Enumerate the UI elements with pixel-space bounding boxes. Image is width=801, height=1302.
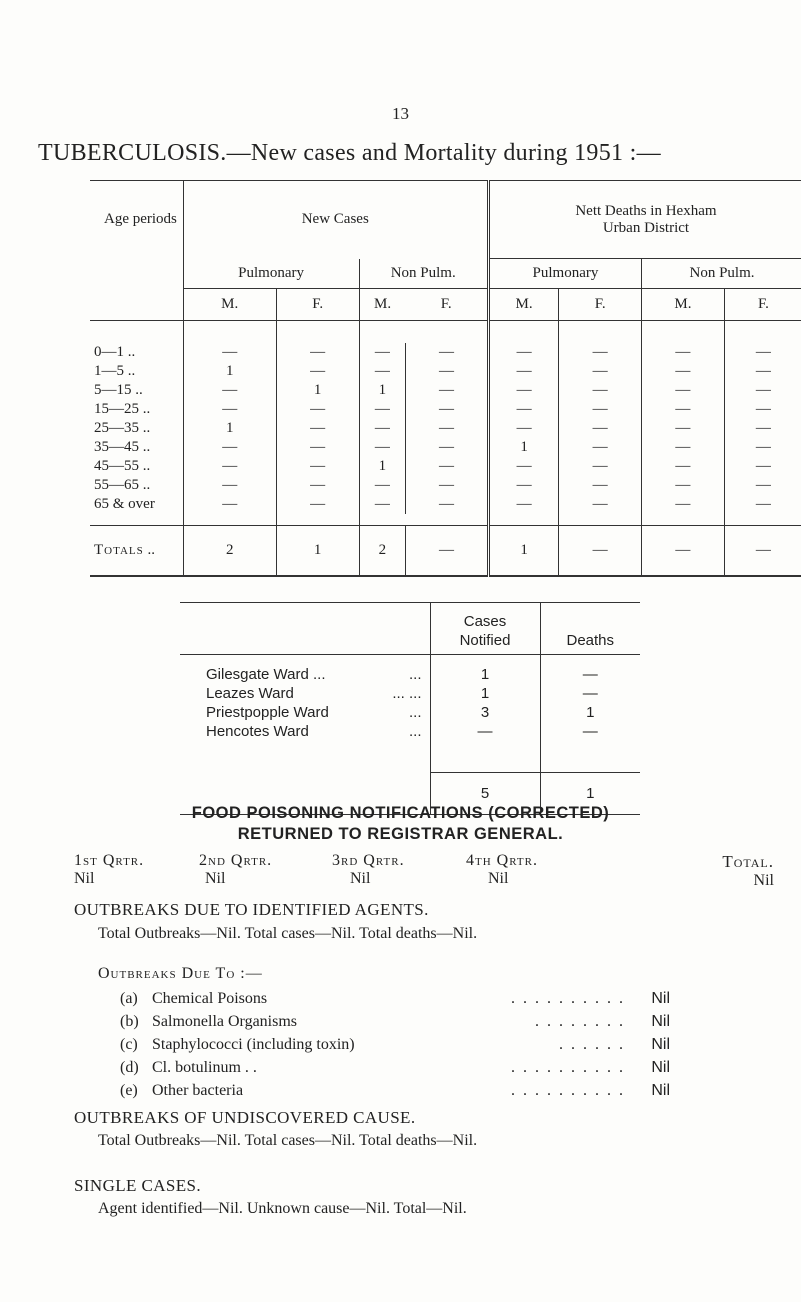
value-cell: — <box>406 400 489 419</box>
header-f: F. <box>559 289 642 321</box>
outbreak-item-value: Nil <box>651 990 670 1007</box>
header-age-periods: Age periods <box>90 181 183 259</box>
outbreak-item-dots: . . . . . . . . <box>535 1013 625 1030</box>
outbreak-item-dots: . . . . . . . . . . <box>511 1059 625 1076</box>
ward-header-deaths: Deaths <box>540 603 640 655</box>
age-dots: .. <box>142 457 151 474</box>
totals-cell: 2 <box>359 526 406 576</box>
value-cell: — <box>488 343 558 362</box>
age-row <box>90 419 801 438</box>
header-new-cases: New Cases <box>183 181 488 259</box>
outbreaks-due-to-text: Outbreaks Due To :— <box>98 965 263 982</box>
age-dots: .. <box>142 400 151 417</box>
value-cell: — <box>724 400 801 419</box>
age-cell <box>90 476 183 495</box>
ward-name: Leazes Ward <box>206 684 294 702</box>
value-cell: — <box>488 495 558 514</box>
value-cell: — <box>642 476 725 495</box>
value-cell: — <box>724 495 801 514</box>
outbreak-item-value: Nil <box>651 1082 670 1099</box>
quarter-4 <box>466 852 538 888</box>
totals-cell: — <box>642 526 725 576</box>
value-cell: — <box>183 495 276 514</box>
age-cell <box>90 381 183 400</box>
value-cell: — <box>406 343 489 362</box>
outbreak-item-value: Nil <box>651 1013 670 1030</box>
value-cell: — <box>276 343 359 362</box>
outbreak-item-text: Cl. botulinum . . <box>152 1059 257 1076</box>
value-cell: — <box>183 438 276 457</box>
value-cell: — <box>183 343 276 362</box>
ward-row <box>180 722 640 741</box>
value-cell: — <box>724 381 801 400</box>
spacer-row <box>90 514 801 526</box>
age-row <box>90 381 801 400</box>
outbreaks-due-to-heading <box>98 965 263 983</box>
age-dots: .. <box>127 343 136 360</box>
header-nett-deaths-line2: Urban District <box>602 219 690 236</box>
ward-total-deaths: 1 <box>540 773 640 815</box>
single-cases-heading: SINGLE CASES. <box>74 1176 202 1195</box>
single-cases-summary: Agent identified—Nil. Unknown cause—Nil. Total—Nil. <box>98 1200 467 1217</box>
header-pulmonary-new: Pulmonary <box>183 259 359 289</box>
totals-cell: — <box>559 526 642 576</box>
age-row <box>90 400 801 419</box>
value-cell: — <box>559 419 642 438</box>
ward-deaths: — <box>540 722 640 741</box>
outbreak-item-dots: . . . . . . <box>559 1036 625 1053</box>
header-m: M. <box>488 289 558 321</box>
value-cell: — <box>488 362 558 381</box>
food-poisoning-subheading: RETURNED TO REGISTRAR GENERAL. <box>237 825 564 843</box>
value-cell: — <box>359 343 406 362</box>
undiscovered-summary: Total Outbreaks—Nil. Total cases—Nil. Total deaths—Nil. <box>98 1132 478 1149</box>
ward-row <box>180 665 640 684</box>
totals-cell: 2 <box>183 526 276 576</box>
value-cell: — <box>406 476 489 495</box>
value-cell: — <box>406 457 489 476</box>
quarter-value: Nil <box>488 870 509 887</box>
age-row <box>90 438 801 457</box>
value-cell: — <box>406 438 489 457</box>
value-cell: — <box>183 381 276 400</box>
header-f: F. <box>724 289 801 321</box>
value-cell: 1 <box>359 457 406 476</box>
food-poisoning-heading: FOOD POISONING NOTIFICATIONS (CORRECTED) <box>191 804 610 822</box>
spacer-row <box>90 321 801 343</box>
outbreak-item-value: Nil <box>651 1059 670 1076</box>
ward-header-cases-line2: Notified <box>459 632 511 649</box>
value-cell: 1 <box>359 381 406 400</box>
value-cell: — <box>642 400 725 419</box>
value-cell: — <box>642 495 725 514</box>
value-cell: — <box>724 419 801 438</box>
quarter-value: Nil <box>205 870 226 887</box>
ward-name-cell <box>180 665 430 684</box>
quarter-3 <box>332 852 405 888</box>
value-cell: — <box>359 400 406 419</box>
value-cell: — <box>559 400 642 419</box>
age-row <box>90 362 801 381</box>
outbreak-item-value: Nil <box>651 1036 670 1053</box>
quarter-label: 1st Qrtr. <box>74 852 145 869</box>
ward-table <box>180 602 640 815</box>
outbreak-item-label: (a) <box>120 990 138 1007</box>
ward-cases: 1 <box>430 665 540 684</box>
outbreak-item-text: Chemical Poisons <box>152 990 268 1007</box>
tuberculosis-rows <box>90 321 801 526</box>
ward-name-cell <box>180 722 430 741</box>
quarter-label: 4th Qrtr. <box>466 852 538 869</box>
tuberculosis-table <box>90 180 801 577</box>
quarter-total <box>722 852 774 890</box>
ward-cases: 1 <box>430 684 540 703</box>
header-nett-deaths-line1: Nett Deaths in Hexham <box>575 202 717 219</box>
age-dots: .. <box>135 381 143 398</box>
age-label: 35—45 <box>94 438 139 455</box>
age-cell <box>90 419 183 438</box>
totals-dots: .. <box>147 541 155 558</box>
value-cell: — <box>406 419 489 438</box>
age-cell <box>90 343 183 362</box>
age-cell <box>90 438 183 457</box>
totals-label-text: Totals <box>94 541 144 558</box>
value-cell: — <box>559 343 642 362</box>
value-cell: — <box>642 362 725 381</box>
value-cell: — <box>276 400 359 419</box>
value-cell: — <box>359 438 406 457</box>
value-cell: — <box>406 495 489 514</box>
quarter-value: Nil <box>350 870 371 887</box>
value-cell: — <box>276 495 359 514</box>
age-dots: .. <box>142 419 151 436</box>
age-label: 15—25 <box>94 400 139 417</box>
header-non-pulm-new: Non Pulm. <box>359 259 488 289</box>
header-nett-deaths <box>488 181 801 259</box>
value-cell: — <box>559 495 642 514</box>
ward-cases: — <box>430 722 540 741</box>
value-cell: 1 <box>276 381 359 400</box>
value-cell: — <box>276 457 359 476</box>
value-cell: — <box>276 476 359 495</box>
value-cell: — <box>724 476 801 495</box>
value-cell: — <box>559 438 642 457</box>
value-cell: — <box>724 362 801 381</box>
outbreak-item-label: (b) <box>120 1013 139 1030</box>
value-cell: — <box>183 400 276 419</box>
age-dots: .. <box>142 438 151 455</box>
value-cell: — <box>359 476 406 495</box>
value-cell: — <box>642 419 725 438</box>
totals-cell: — <box>724 526 801 576</box>
totals-cell: — <box>406 526 489 576</box>
quarter-value: Nil <box>74 870 95 887</box>
value-cell: — <box>359 419 406 438</box>
ward-name-cell <box>180 684 430 703</box>
value-cell: — <box>359 495 406 514</box>
header-f: F. <box>406 289 489 321</box>
age-label: 45—55 <box>94 457 139 474</box>
value-cell: — <box>642 457 725 476</box>
value-cell: — <box>642 343 725 362</box>
value-cell: — <box>559 381 642 400</box>
ward-name: Gilesgate Ward ... <box>206 665 326 683</box>
age-row <box>90 476 801 495</box>
age-cell <box>90 362 183 381</box>
value-cell: — <box>488 400 558 419</box>
outbreak-item-dots: . . . . . . . . . . <box>511 990 625 1007</box>
outbreak-item-text: Staphylococci (including toxin) <box>152 1036 355 1053</box>
value-cell: — <box>724 438 801 457</box>
header-m: M. <box>183 289 276 321</box>
ward-name: Priestpopple Ward <box>206 703 329 721</box>
value-cell: — <box>724 343 801 362</box>
quarter-value: Nil <box>753 872 774 889</box>
value-cell: — <box>488 381 558 400</box>
undiscovered-heading: OUTBREAKS OF UNDISCOVERED CAUSE. <box>74 1108 416 1127</box>
header-f: F. <box>276 289 359 321</box>
value-cell: — <box>559 457 642 476</box>
header-m: M. <box>359 289 406 321</box>
value-cell: — <box>183 457 276 476</box>
age-dots: .. <box>142 476 151 493</box>
age-row <box>90 343 801 362</box>
ward-header-cases <box>430 603 540 655</box>
age-dots: .. <box>127 362 136 379</box>
value-cell: — <box>406 381 489 400</box>
page-title: TUBERCULOSIS.—New cases and Mortality during 1951 :— <box>38 140 661 166</box>
value-cell: — <box>276 419 359 438</box>
value-cell: — <box>642 381 725 400</box>
totals-label <box>90 526 183 576</box>
age-label: 1—5 <box>94 362 124 379</box>
quarter-1 <box>74 852 144 888</box>
quarter-2 <box>199 852 272 888</box>
ward-dots: ... ... <box>392 684 422 702</box>
header-non-pulm-deaths: Non Pulm. <box>642 259 801 289</box>
ward-name: Hencotes Ward <box>206 722 309 740</box>
age-cell <box>90 400 183 419</box>
ward-name-cell <box>180 703 430 722</box>
value-cell: — <box>559 476 642 495</box>
value-cell: — <box>183 476 276 495</box>
value-cell: — <box>488 457 558 476</box>
value-cell: — <box>276 362 359 381</box>
age-cell <box>90 457 183 476</box>
ward-deaths: 1 <box>540 703 640 722</box>
age-row <box>90 495 801 514</box>
quarter-label: 2nd Qrtr. <box>199 852 273 869</box>
outbreak-item-text: Other bacteria <box>152 1082 244 1099</box>
outbreak-item-label: (c) <box>120 1036 138 1053</box>
ward-total-cases: 5 <box>430 773 540 815</box>
ward-deaths: — <box>540 684 640 703</box>
value-cell: — <box>724 457 801 476</box>
totals-cell: 1 <box>488 526 558 576</box>
age-label: 25—35 <box>94 419 139 436</box>
totals-cell: 1 <box>276 526 359 576</box>
age-row <box>90 457 801 476</box>
header-m: M. <box>642 289 725 321</box>
value-cell: — <box>559 362 642 381</box>
value-cell: — <box>406 362 489 381</box>
value-cell: 1 <box>183 362 276 381</box>
age-label: 0—1 <box>94 343 124 360</box>
ward-row <box>180 703 640 722</box>
value-cell: 1 <box>183 419 276 438</box>
age-label: 65 & over <box>94 495 155 512</box>
quarter-label: 3rd Qrtr. <box>332 852 405 869</box>
ward-deaths: — <box>540 665 640 684</box>
ward-dots: ... <box>408 665 422 683</box>
ward-cases: 3 <box>430 703 540 722</box>
outbreak-item-dots: . . . . . . . . . . <box>511 1082 625 1099</box>
value-cell: — <box>276 438 359 457</box>
value-cell: — <box>642 438 725 457</box>
outbreak-item-label: (d) <box>120 1059 139 1076</box>
age-label: 55—65 <box>94 476 139 493</box>
header-pulmonary-deaths: Pulmonary <box>488 259 641 289</box>
ward-dots: ... <box>408 703 422 721</box>
value-cell: 1 <box>488 438 558 457</box>
identified-heading: OUTBREAKS DUE TO IDENTIFIED AGENTS. <box>74 900 429 919</box>
identified-summary: Total Outbreaks—Nil. Total cases—Nil. Total deaths—Nil. <box>98 925 478 942</box>
outbreak-item-text: Salmonella Organisms <box>152 1013 298 1030</box>
quarter-label: Total. <box>722 852 774 871</box>
age-cell <box>90 495 183 514</box>
ward-rows <box>180 665 640 741</box>
outbreak-item-label: (e) <box>120 1082 138 1099</box>
value-cell: — <box>488 419 558 438</box>
ward-dots: ... <box>408 722 422 740</box>
value-cell: — <box>359 362 406 381</box>
value-cell: — <box>488 476 558 495</box>
age-label: 5—15 <box>94 381 132 398</box>
ward-row <box>180 684 640 703</box>
ward-header-cases-line1: Cases <box>463 613 507 630</box>
page-number: 13 <box>392 104 409 123</box>
